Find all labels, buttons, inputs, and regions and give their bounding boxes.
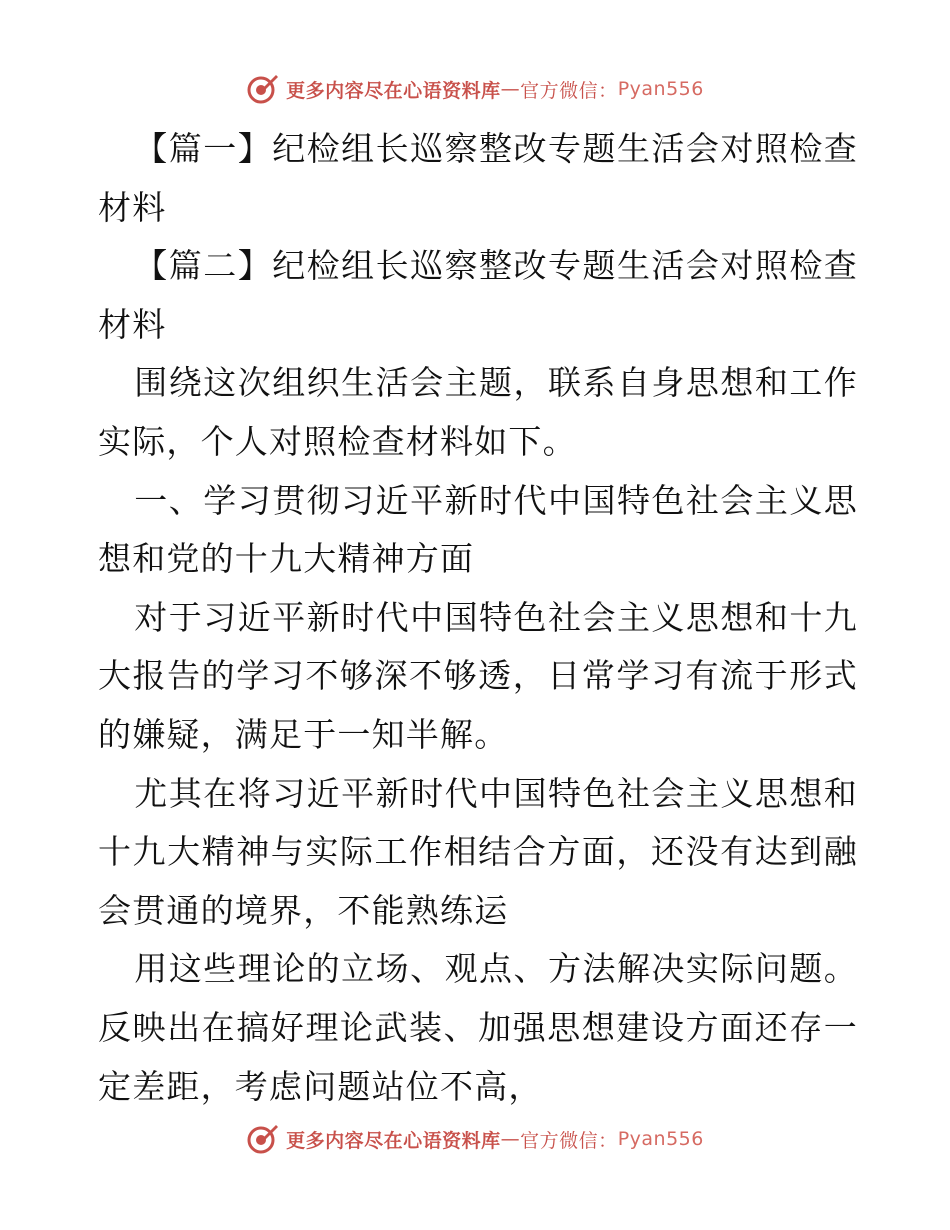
paragraph-intro: 围绕这次组织生活会主题，联系自身思想和工作实际，个人对照检查材料如下。 — [98, 363, 858, 461]
watermark-wechat-id: Pyan556 — [617, 78, 704, 100]
paragraph-body-2: 尤其在将习近平新时代中国特色社会主义思想和十九大精神与实际工作相结合方面，还没有达到融会贯通的境界，不能熟练运 — [98, 773, 858, 930]
paragraph-body-3: 用这些理论的立场、观点、方法解决实际问题。反映出在搞好理论武装、加强思想建设方面还存一定差距，考虑问题站位不高， — [98, 949, 858, 1106]
document-body — [98, 120, 858, 1116]
footer-watermark — [0, 1122, 950, 1156]
pen-logo-icon — [246, 72, 280, 106]
paragraph-section-title: 一、学习贯彻习近平新时代中国特色社会主义思想和党的十九大精神方面 — [98, 480, 858, 579]
paragraph-heading-1: 【篇一】纪检组长巡察整改专题生活会对照检查材料 — [98, 129, 858, 227]
watermark-brand: 更多内容尽在心语资料库 — [286, 79, 501, 102]
watermark-label: 官方微信： — [520, 1129, 618, 1152]
watermark-brand: 更多内容尽在心语资料库 — [286, 1129, 501, 1152]
pen-logo-icon — [246, 1122, 280, 1156]
watermark-wechat-id: Pyan556 — [617, 1128, 704, 1150]
watermark-label: 官方微信： — [520, 79, 618, 102]
paragraph-heading-2: 【篇二】纪检组长巡察整改专题生活会对照检查材料 — [98, 246, 858, 344]
watermark-separator: — — [500, 78, 521, 100]
paragraph-body-1: 对于习近平新时代中国特色社会主义思想和十九大报告的学习不够深不够透，日常学习有流于形式的嫌疑，满足于一知半解。 — [98, 597, 858, 754]
header-watermark — [0, 72, 950, 106]
watermark-separator: — — [500, 1128, 521, 1150]
